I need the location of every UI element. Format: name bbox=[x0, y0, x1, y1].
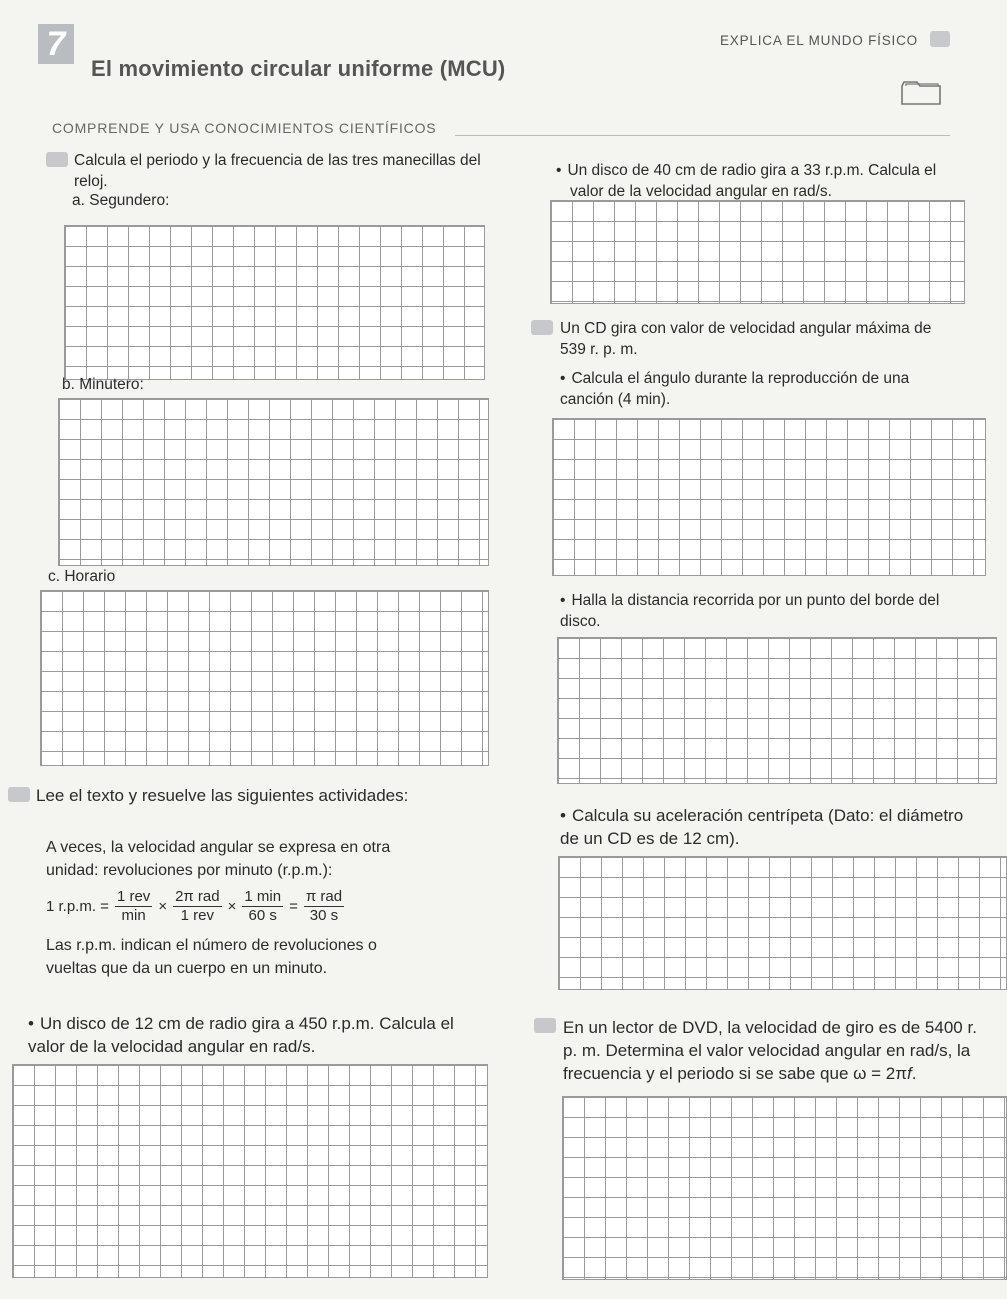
answer-grid-seconds[interactable] bbox=[64, 225, 485, 380]
disc12-bullet bbox=[28, 1012, 488, 1058]
dvd-equals-2pi: = 2π bbox=[866, 1064, 907, 1083]
answer-grid-hours[interactable] bbox=[40, 590, 489, 766]
fraction-4-numerator: π rad bbox=[305, 888, 343, 905]
clock-prompt: Calcula el periodo y la frecuencia de las tres manecillas del reloj. bbox=[74, 152, 481, 190]
frequency-symbol: f bbox=[906, 1064, 912, 1083]
cd-bullet-distance bbox=[560, 590, 980, 632]
answer-grid-disc12[interactable] bbox=[12, 1064, 488, 1278]
section-divider bbox=[455, 135, 950, 136]
disc12-text: • Un disco de 12 cm de radio gira a 450 r.p.m. Calcula el valor de la velocidad angular en rad/s. bbox=[28, 1014, 454, 1056]
omega-symbol: ω bbox=[853, 1064, 867, 1083]
section-label: COMPRENDE Y USA CONOCIMIENTOS CIENTÍFICOS bbox=[52, 120, 437, 136]
cd-bullet-accel bbox=[560, 804, 980, 850]
disc40-prompt bbox=[556, 160, 950, 202]
dvd-prompt bbox=[563, 1016, 993, 1085]
dvd-prompt-text: En un lector de DVD, la velocidad de giro es de 5400 r. p. m. Determina el valor velocidad angular en rad/s, la frecuencia y el periodo si se sabe que bbox=[563, 1018, 977, 1083]
fraction-3-denominator: 60 s bbox=[248, 907, 277, 924]
fraction-2-numerator: 2π rad bbox=[175, 888, 220, 905]
answer-grid-disc40[interactable] bbox=[550, 200, 965, 304]
answer-grid-dvd[interactable] bbox=[562, 1096, 1007, 1280]
clock-part-a-label: a. Segundero: bbox=[72, 192, 170, 209]
fraction-2-denominator: 1 rev bbox=[180, 907, 215, 924]
question-number-badge bbox=[534, 1018, 556, 1033]
chapter-number-badge: 7 bbox=[38, 24, 74, 64]
clock-part-c-label: c. Horario bbox=[48, 568, 116, 585]
answer-grid-minutes[interactable] bbox=[58, 398, 489, 566]
question-number-badge bbox=[46, 152, 68, 167]
times-sign: × bbox=[158, 898, 168, 915]
formula-fraction-4 bbox=[304, 888, 344, 925]
answer-grid-cd-distance[interactable] bbox=[557, 637, 997, 784]
fraction-4-denominator: 30 s bbox=[309, 907, 339, 924]
rpm-formula bbox=[46, 888, 346, 925]
cd-prompt: Un CD gira con valor de velocidad angular máxima de 539 r. p. m. bbox=[560, 320, 932, 358]
reading-text-1: A veces, la velocidad angular se expresa en otra unidad: revoluciones por minuto (r.p.m.): bbox=[46, 839, 391, 879]
page-title: El movimiento circular uniforme (MCU) bbox=[91, 56, 506, 81]
cd-distance-text: • Halla la distancia recorrida por un punto del borde del disco. bbox=[560, 592, 939, 630]
formula-fraction-1 bbox=[115, 888, 152, 925]
fraction-3-numerator: 1 min bbox=[244, 888, 282, 905]
fraction-1-denominator: min bbox=[121, 907, 146, 924]
cd-accel-text: • Calcula su aceleración centrípeta (Dato: el diámetro de un CD es de 12 cm). bbox=[560, 806, 963, 848]
equals-sign: = bbox=[289, 898, 298, 915]
cd-angle-text: • Calcula el ángulo durante la reproducción de una canción (4 min). bbox=[560, 370, 909, 408]
dvd-period: . bbox=[911, 1064, 917, 1083]
fraction-1-numerator: 1 rev bbox=[116, 888, 151, 905]
answer-grid-cd-angle[interactable] bbox=[552, 418, 986, 576]
question-number-badge bbox=[8, 787, 30, 802]
folder-icon bbox=[898, 78, 944, 106]
disc40-text: • Un disco de 40 cm de radio gira a 33 r.p.m. Calcula el valor de la velocidad angular en rad/s. bbox=[556, 162, 936, 200]
reading-prompt: Lee el texto y resuelve las siguientes actividades: bbox=[36, 786, 409, 805]
times-sign: × bbox=[227, 898, 237, 915]
answer-grid-cd-accel[interactable] bbox=[558, 856, 1007, 990]
formula-fraction-2 bbox=[173, 888, 222, 925]
formula-fraction-3 bbox=[242, 888, 283, 925]
series-marker-icon bbox=[930, 31, 950, 47]
question-number-badge bbox=[531, 320, 553, 335]
clock-part-b-label: b. Minutero: bbox=[62, 376, 144, 393]
series-label: EXPLICA EL MUNDO FÍSICO bbox=[720, 33, 918, 48]
reading-text-2: Las r.p.m. indican el número de revoluciones o vueltas que da un cuerpo en un minuto. bbox=[46, 937, 377, 977]
cd-bullet-angle bbox=[560, 368, 940, 410]
formula-lhs: 1 r.p.m. = bbox=[46, 898, 109, 915]
